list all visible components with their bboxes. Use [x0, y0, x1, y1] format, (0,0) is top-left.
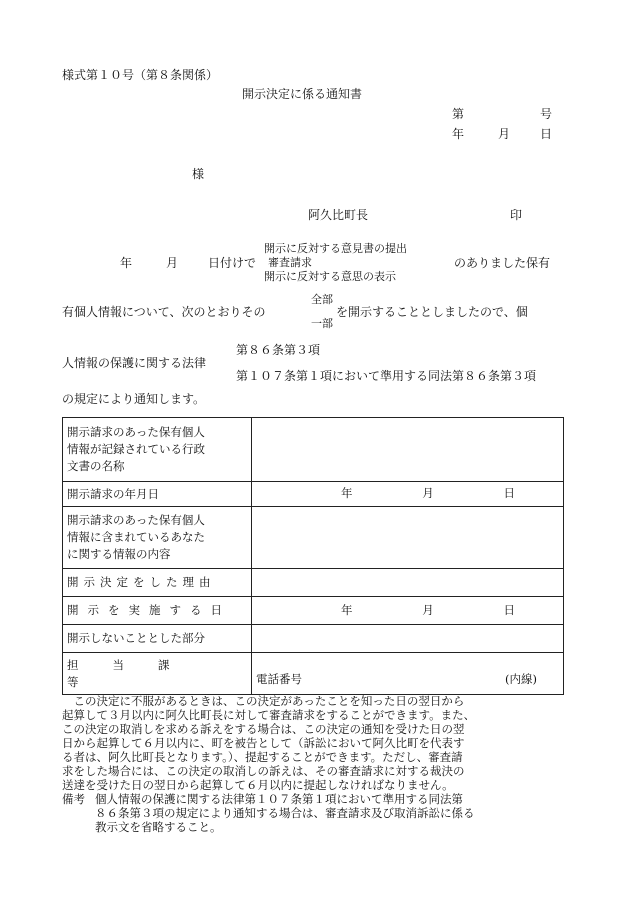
intro-dated: 日付けで: [208, 256, 257, 270]
remark-line: ８６条第３項の規定により通知する場合は、審査請求及び取消訴訟に係る: [95, 806, 475, 820]
row-label-decision-reason: 開示決定をした理由: [63, 569, 252, 597]
intro-line4: の規定により通知します。: [62, 392, 206, 406]
table-row: [63, 597, 564, 625]
row-value-nondisclosed-part: [252, 625, 564, 653]
row-label-disclosure-date: 開示を実施する日: [63, 597, 252, 625]
table-row: [63, 507, 564, 569]
disclosure-year: 年: [341, 602, 353, 617]
intro-line2-end: を開示することとしましたので、個: [336, 305, 528, 319]
disclosure-day: 日: [503, 602, 515, 617]
note-line: この決定の取消しを求める訴えをする場合は、この決定の通知を受けた日の翌: [62, 722, 465, 736]
intro-line1-end: のありました保有: [454, 256, 551, 270]
option-all: 全部: [311, 293, 333, 306]
intro-line3-start: 人情報の保護に関する法律: [62, 356, 207, 370]
remark: [62, 792, 567, 834]
date-month: 月: [498, 127, 511, 141]
request-month: 月: [422, 486, 434, 501]
intro-month: 月: [166, 256, 179, 270]
note-line: 日から起算して６月以内に、町を被告として（訴訟において阿久比町を代表す: [62, 736, 465, 750]
sender-name: 阿久比町長: [308, 208, 369, 222]
row-label-document-name: 開示請求のあった保有個人 情報が記録されている行政 文書の名称: [63, 418, 252, 482]
spread-label: 開示請求の年月日: [67, 486, 159, 501]
row-value-department: [252, 653, 564, 695]
note-line: 起算して３月以内に阿久比町長に対して審査請求をすることができます。また、: [62, 708, 476, 722]
intro-year: 年: [120, 256, 133, 270]
doc-no-prefix: 第: [452, 107, 465, 121]
remark-heading: 備考: [62, 792, 85, 806]
form-number: 様式第１０号（第８条関係）: [62, 68, 219, 82]
option-review-request: 審査請求: [268, 256, 312, 269]
note-line: 送達を受けた日の翌日から起算して６月以内に提起しなければなりません。: [62, 778, 454, 792]
row-label-nondisclosed-part: 開示しないこととした部分: [63, 625, 252, 653]
remark-line: 教示文を省略すること。: [95, 820, 222, 834]
remark-line: 個人情報の保護に関する法律第１０７条第１項において準用する同法第: [95, 792, 463, 806]
row-label-department: 担当課等: [63, 653, 252, 695]
addressee-suffix: 様: [192, 167, 205, 181]
row-value-request-date: [252, 482, 564, 507]
seal-mark: 印: [510, 208, 523, 222]
phone-label: 電話番号: [256, 671, 302, 686]
row-value-decision-reason: [252, 569, 564, 597]
option-objection-intent: 開示に反対する意思の表示: [264, 270, 396, 283]
option-article-86: 第８６条第３項: [236, 343, 321, 357]
table-row: [63, 482, 564, 507]
row-label-request-date: [63, 482, 252, 507]
note-line: この決定に不服があるときは、この決定があったことを知った日の翌日から: [73, 694, 465, 708]
document-title: 開示決定に係る通知書: [242, 87, 363, 101]
appeal-notes: [62, 694, 567, 834]
row-value-info-content: [252, 507, 564, 569]
table-row: [63, 418, 564, 482]
row-value-document-name: [252, 418, 564, 482]
option-objection-statement: 開示に反対する意見書の提出: [264, 242, 407, 255]
table-row: [63, 653, 564, 695]
disclosure-month: 月: [422, 602, 434, 617]
doc-no-suffix: 号: [540, 107, 553, 121]
date-year: 年: [452, 127, 465, 141]
table-row: [63, 625, 564, 653]
date-day: 日: [540, 127, 553, 141]
intro-line2-start: 有個人情報について、次のとおりその: [62, 305, 266, 319]
option-article-107: 第１０７条第１項において準用する同法第８６条第３項: [236, 369, 537, 383]
notice-table: [62, 417, 564, 695]
request-day: 日: [503, 486, 515, 501]
extension-label: (内線): [505, 671, 537, 686]
request-year: 年: [341, 486, 353, 501]
note-line: る者は、阿久比町長となります。）、提起することができます。ただし、審査請: [62, 750, 463, 764]
table-row: [63, 569, 564, 597]
row-label-info-content: 開示請求のあった保有個人 情報に含まれているあなた に関する情報の内容: [63, 507, 252, 569]
note-line: 求をした場合には、この決定の取消しの訴えは、その審査請求に対する裁決の: [62, 764, 465, 778]
option-part: 一部: [311, 317, 333, 330]
row-value-disclosure-date: [252, 597, 564, 625]
